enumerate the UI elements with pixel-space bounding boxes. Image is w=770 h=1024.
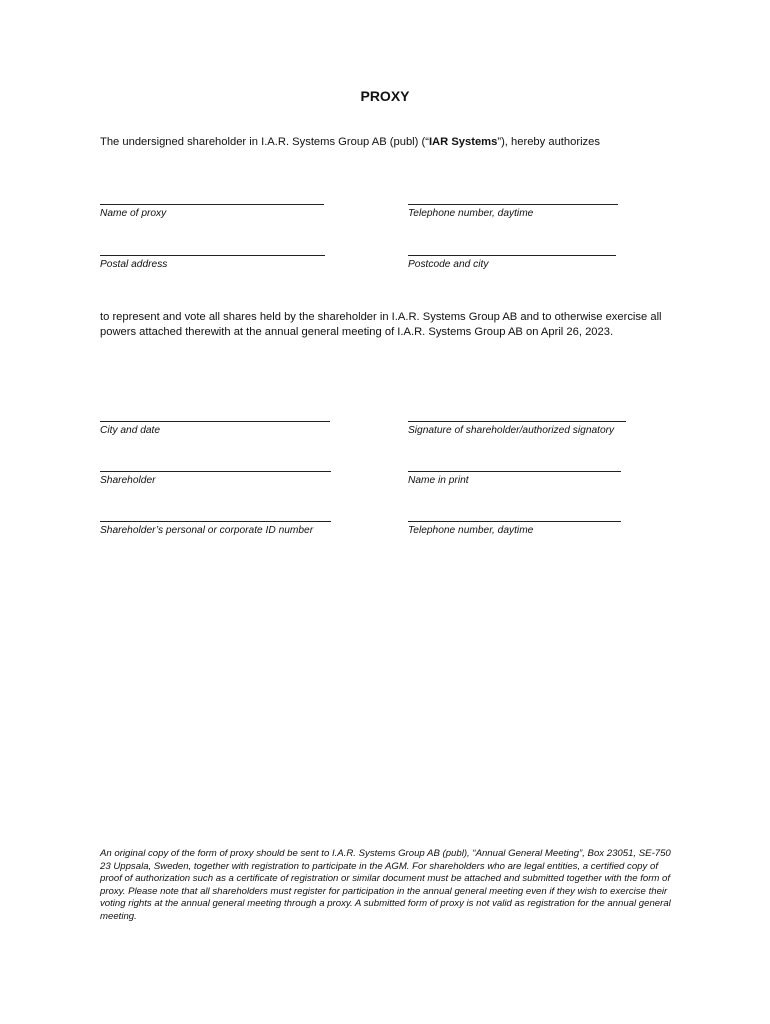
- postal-address-line: [100, 255, 325, 256]
- name-in-print-line: [408, 471, 621, 472]
- shareholder-telephone-label: Telephone number, daytime: [408, 525, 534, 536]
- proxy-telephone-line: [408, 204, 618, 205]
- id-number-field[interactable]: [100, 521, 331, 536]
- name-in-print-label: Name in print: [408, 475, 469, 486]
- shareholder-label: Shareholder: [100, 475, 156, 486]
- intro-text: [100, 136, 700, 148]
- city-date-line: [100, 421, 330, 422]
- intro-text-end: ”), hereby authorizes: [497, 136, 600, 148]
- shareholder-telephone-field[interactable]: [408, 521, 621, 536]
- page-title: PROXY: [360, 88, 410, 104]
- name-of-proxy-line: [100, 204, 324, 205]
- name-of-proxy-field[interactable]: [100, 204, 324, 219]
- intro-text-start: The undersigned shareholder in I.A.R. Systems Group AB (publ) (“: [100, 136, 429, 148]
- signature-label: Signature of shareholder/authorized signatory: [408, 425, 615, 436]
- shareholder-field[interactable]: [100, 471, 331, 486]
- proxy-telephone-label: Telephone number, daytime: [408, 208, 534, 219]
- city-date-field[interactable]: [100, 421, 330, 436]
- authorization-text: to represent and vote all shares held by the shareholder in I.A.R. Systems Group AB and to otherwise exercise all powers attached therewith at the annual general meeting of I.A.R. Systems Group AB on April 26, 2023.: [100, 311, 662, 338]
- shareholder-telephone-line: [408, 521, 621, 522]
- postal-address-label: Postal address: [100, 259, 168, 270]
- signature-field[interactable]: [408, 421, 626, 436]
- city-date-label: City and date: [100, 425, 161, 436]
- postcode-city-label: Postcode and city: [408, 259, 489, 270]
- name-in-print-field[interactable]: [408, 471, 621, 486]
- postcode-city-line: [408, 255, 616, 256]
- postcode-city-field[interactable]: [408, 255, 616, 270]
- proxy-telephone-field[interactable]: [408, 204, 618, 219]
- postal-address-field[interactable]: [100, 255, 325, 270]
- id-number-label: Shareholder’s personal or corporate ID number: [100, 525, 314, 536]
- submission-instructions: An original copy of the form of proxy should be sent to I.A.R. Systems Group AB (publ), “Annual General Meeting”, Box 23051, SE-750 23 Uppsala, Sweden, together with registration to participate in the AGM. For shareholders who are legal entities, a certified copy of proof of authorization such as a certificate of registration or similar document must be attached and submitted together with the form of proxy. Please note that all shareholders must register for participation in the annual general meeting even if they wish to exercise their voting rights at the annual general meeting through a proxy. A submitted form of proxy is not valid as registration for the annual general meeting.: [100, 848, 671, 922]
- name-of-proxy-label: Name of proxy: [100, 208, 167, 219]
- signature-line: [408, 421, 626, 422]
- id-number-line: [100, 521, 331, 522]
- intro-company-short-name: IAR Systems: [428, 136, 498, 148]
- shareholder-line: [100, 471, 331, 472]
